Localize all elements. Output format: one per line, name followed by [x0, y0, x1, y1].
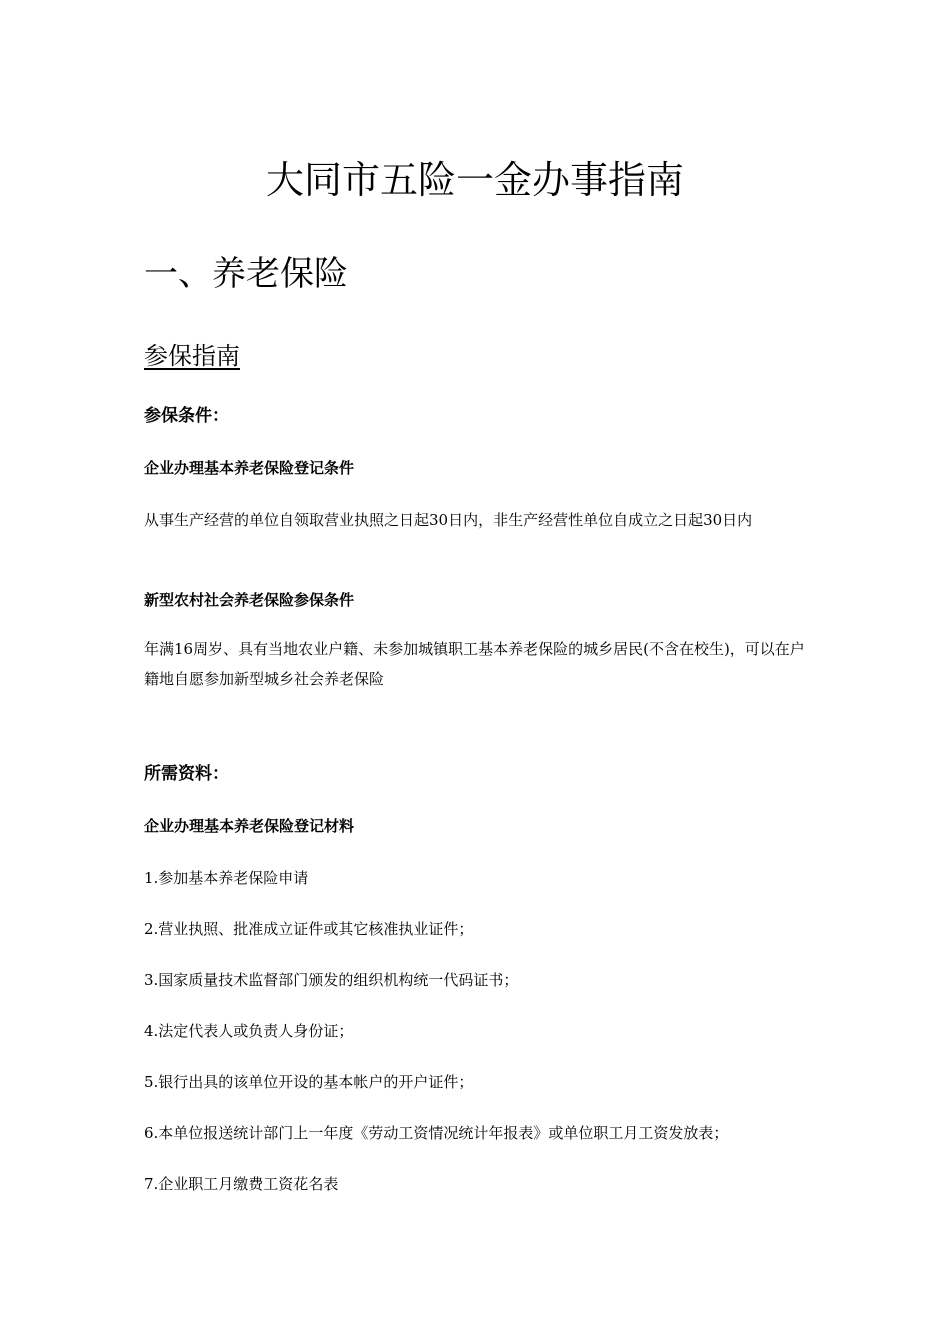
required-materials-heading: 所需资料： [144, 764, 229, 784]
list-item: 4.法定代表人或负责人身份证； [144, 1022, 354, 1040]
rural-conditions-text: 年满16周岁、具有当地农业户籍、未参加城镇职工基本养老保险的城乡居民(不含在校生)，可以在户籍地自愿参加新型城乡社会养老保险 [144, 640, 805, 688]
subsection-heading-enrollment-guide: 参保指南 [144, 342, 240, 370]
enterprise-conditions-heading: 企业办理基本养老保险登记条件 [144, 459, 355, 477]
list-item: 3.国家质量技术监督部门颁发的组织机构统一代码证书； [144, 971, 519, 989]
enterprise-materials-heading: 企业办理基本养老保险登记材料 [144, 817, 355, 835]
document-title: 大同市五险一金办事指南 [265, 158, 684, 202]
rural-conditions-heading: 新型农村社会养老保险参保条件 [144, 591, 355, 609]
enrollment-conditions-heading: 参保条件： [144, 406, 229, 426]
list-item: 2.营业执照、批准成立证件或其它核准执业证件； [144, 920, 474, 938]
list-item: 6.本单位报送统计部门上一年度《劳动工资情况统计年报表》或单位职工月工资发放表； [144, 1124, 729, 1142]
list-item: 1.参加基本养老保险申请 [144, 869, 309, 887]
list-item: 7.企业职工月缴费工资花名表 [144, 1175, 339, 1193]
enterprise-conditions-text: 从事生产经营的单位自领取营业执照之日起30日内，非生产经营性单位自成立之日起30日内 [144, 511, 753, 529]
list-item: 5.银行出具的该单位开设的基本帐户的开户证件； [144, 1073, 474, 1091]
section-heading-pension: 一、养老保险 [144, 254, 348, 294]
